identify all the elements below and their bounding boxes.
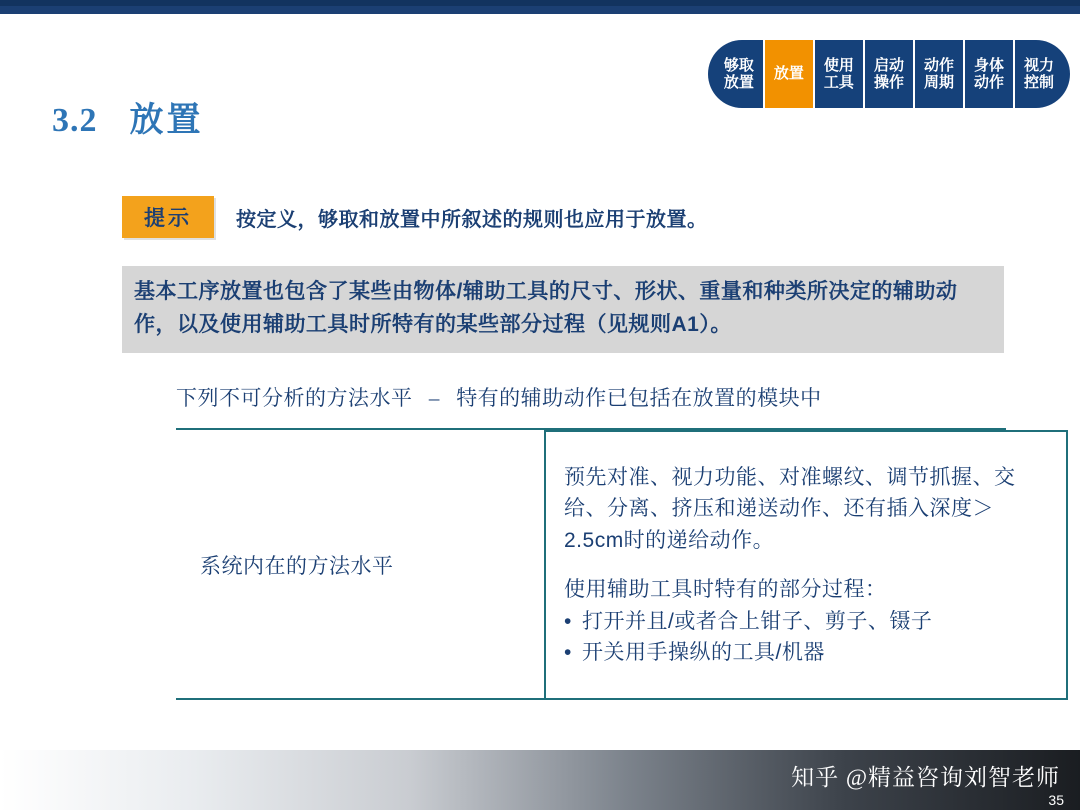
page-number: 35	[1048, 792, 1064, 808]
nav-pill-1-line2: 放置	[723, 74, 754, 91]
nav-pill-7-line1: 视力	[1023, 56, 1054, 74]
details-bullet-1	[564, 606, 1050, 638]
nav-pill-3-line1: 使用	[823, 56, 854, 74]
nav-pill-1[interactable]	[708, 40, 763, 108]
bullet-dot-icon: •	[564, 641, 572, 664]
nav-pill-2-line1: 放置	[773, 65, 804, 83]
breadcrumb-nav	[708, 40, 1070, 108]
page-title	[52, 92, 204, 141]
table-cell-details	[545, 431, 1067, 699]
nav-pill-5-line2: 周期	[923, 74, 954, 91]
sub-heading-right: 特有的辅助动作已包括在放置的模块中	[456, 387, 822, 410]
nav-pill-6-line1: 身体	[973, 56, 1004, 74]
nav-pill-3[interactable]	[813, 40, 863, 108]
nav-pill-6-line2: 动作	[973, 74, 1004, 91]
highlight-paragraph: 基本工序放置也包含了某些由物体/辅助工具的尺寸、形状、重量和种类所决定的辅助动作，以及使用辅助工具时所特有的某些部分过程（见规则A1）。	[122, 266, 1004, 353]
nav-pill-4[interactable]	[863, 40, 913, 108]
content-table	[176, 428, 1016, 700]
nav-pill-5-line1: 动作	[923, 56, 954, 74]
nav-pill-3-line2: 工具	[823, 74, 854, 91]
nav-pill-4-line2: 操作	[873, 74, 904, 91]
nav-pill-2[interactable]	[763, 40, 813, 108]
details-bullet-2	[564, 637, 1050, 669]
details-paragraph-2-title: 使用辅助工具时特有的部分过程：	[564, 578, 887, 601]
details-paragraph-1: 预先对准、视力功能、对准螺纹、调节抓握、交给、分离、挤压和递送动作、还有插入深度＞2.5cm时的递给动作。	[564, 465, 1016, 552]
tip-text: 按定义，够取和放置中所叙述的规则也应用于放置。	[236, 208, 708, 231]
table-row	[176, 431, 1067, 699]
table-cell-method-level: 系统内在的方法水平	[176, 431, 545, 699]
bullet-dot-icon: •	[564, 609, 572, 633]
nav-pill-4-line1: 启动	[873, 56, 904, 74]
details-bullet-2-text: 开关用手操纵的工具/机器	[582, 641, 825, 664]
sub-heading-dash: –	[428, 386, 440, 410]
details-bullet-1-text: 打开并且/或者合上钳子、剪子、镊子	[582, 609, 933, 633]
tip-row	[122, 196, 708, 238]
page-title-number: 3.2	[52, 102, 98, 139]
nav-pill-7-line2: 控制	[1023, 74, 1054, 91]
tip-badge: 提示	[122, 196, 214, 238]
top-bar	[0, 0, 1080, 14]
watermark: 知乎 @精益咨询刘智老师	[791, 765, 1060, 790]
nav-pill-7[interactable]	[1013, 40, 1070, 108]
top-bar-accent	[0, 0, 1080, 6]
page-title-text: 放置	[129, 101, 204, 139]
nav-pill-6[interactable]	[963, 40, 1013, 108]
nav-pill-5[interactable]	[913, 40, 963, 108]
sub-heading-left: 下列不可分析的方法水平	[176, 387, 413, 410]
details-paragraph-2	[564, 574, 1050, 669]
sub-heading	[176, 382, 1006, 412]
nav-pill-1-line1: 够取	[723, 56, 754, 74]
